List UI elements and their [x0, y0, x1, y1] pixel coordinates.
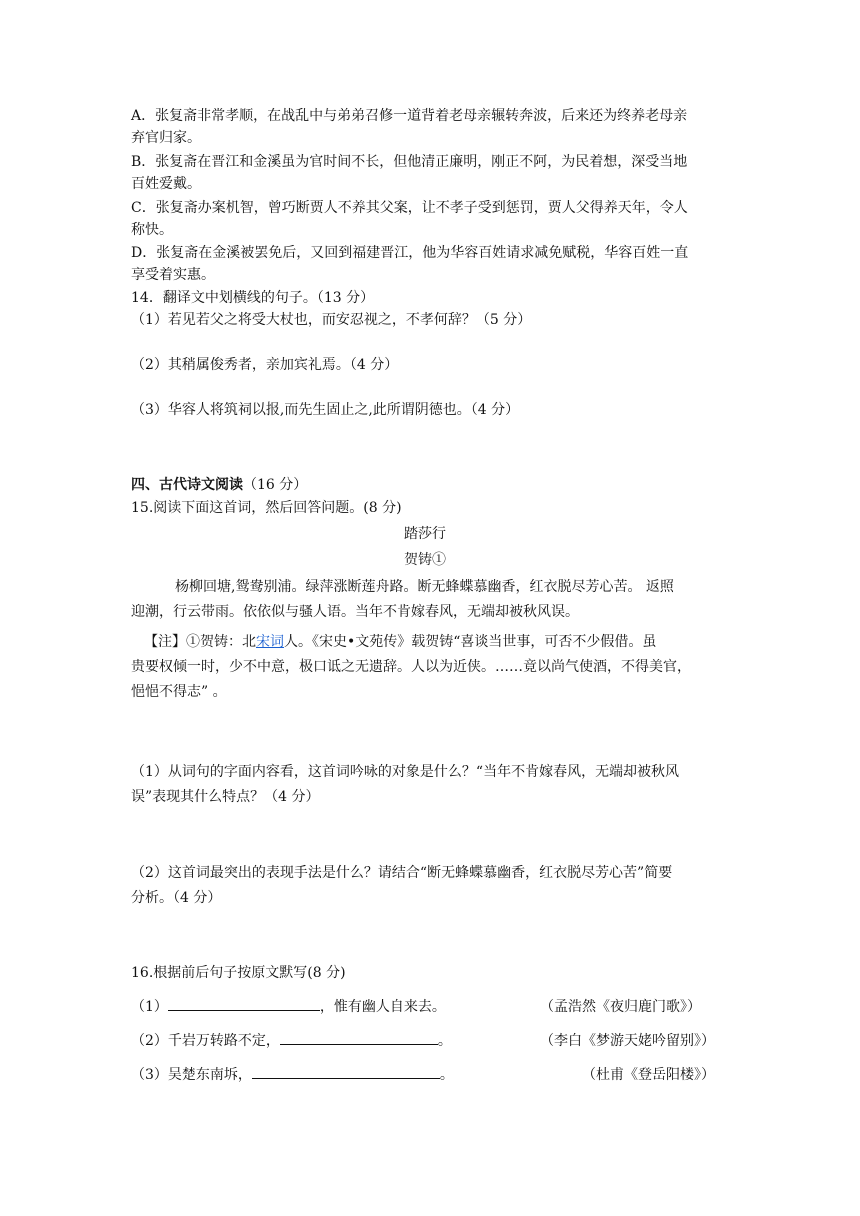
option-c-line-2: 称快。	[131, 222, 173, 238]
poem-author: 贺铸①	[404, 552, 446, 568]
q14-item-2: （2）其稍属俊秀者，亲加宾礼焉。（4 分）	[131, 357, 399, 373]
q16-item-1-num: （1）	[131, 999, 168, 1015]
section-4-heading-text: 四、古代诗文阅读	[131, 477, 243, 493]
poem-note-line-2: 贵要权倾一时，少不中意，极口诋之无遗辞。人以为近侠。……竟以尚气使酒，不得美官，	[131, 659, 691, 675]
q14-item-1: （1）若见若父之将受大杖也，而安忍视之，不孝何辞？（5 分）	[131, 312, 532, 328]
q15-sub1-line-2: 误”表现其什么特点？（4 分）	[131, 789, 320, 805]
q16-item-2-num: （2）	[131, 1033, 168, 1049]
q16-item-2-source: （李白《梦游天姥吟留别》）	[540, 1033, 715, 1049]
q14-title: 14．翻译文中划横线的句子。（13 分）	[131, 290, 375, 306]
section-4-heading	[131, 474, 307, 496]
q15-sub2-line-1: （2）这首词最突出的表现手法是什么？请结合“断无蜂蝶慕幽香，红衣脱尽芳心苦”简要	[131, 865, 673, 881]
poem-title: 踏莎行	[404, 526, 446, 542]
q16-item-2-before: 千岩万转路不定，	[167, 1033, 280, 1049]
q16-item-2	[131, 1030, 452, 1052]
q15-title: 15.阅读下面这首词，然后回答问题。(8 分)	[131, 500, 402, 516]
poem-note-line-1	[144, 631, 656, 653]
section-4-score: （16 分）	[243, 477, 308, 493]
poem-line-1: 杨柳回塘,鸳鸯别浦。绿萍涨断莲舟路。断无蜂蝶慕幽香，红衣脱尽芳心苦。 返照	[175, 579, 674, 595]
option-b-line-1: B．张复斋在晋江和金溪虽为官时间不长，但他清正廉明，刚正不阿，为民着想，深受当地	[131, 154, 688, 170]
q16-item-3-before: 吴楚东南坼，	[167, 1067, 252, 1083]
q16-item-3-source: （杜甫《登岳阳楼》）	[582, 1067, 715, 1083]
q16-item-1-after: ，惟有幽人自来去。	[319, 999, 446, 1015]
q16-item-3-num: （3）	[131, 1067, 168, 1083]
q16-item-3-after: 。	[439, 1067, 454, 1083]
q16-item-3	[131, 1064, 454, 1086]
q16-title: 16.根据前后句子按原文默写(8 分)	[131, 965, 346, 981]
poem-note-line-3: 悒悒不得志” 。	[131, 684, 227, 700]
q15-sub2-line-2: 分析。（4 分）	[131, 890, 222, 906]
option-a-line-2: 弃官归家。	[131, 130, 201, 146]
q14-item-3: （3）华容人将筑祠以报,而先生固止之,此所谓阴德也。（4 分）	[131, 402, 520, 418]
option-d-line-2: 享受着实惠。	[131, 267, 215, 283]
q16-item-2-blank[interactable]	[280, 1030, 438, 1045]
q16-item-2-after: 。	[437, 1033, 452, 1049]
note-link-songci[interactable]: 宋词	[256, 634, 284, 650]
option-a-line-1: A．张复斋非常孝顺，在战乱中与弟弟召修一道背着老母亲辗转奔波，后来还为终养老母亲	[131, 108, 688, 124]
note-rest: 人。《宋史•文苑传》载贺铸“喜谈当世事，可否不少假借。虽	[284, 634, 657, 650]
option-b-line-2: 百姓爱戴。	[131, 176, 201, 192]
q16-item-1	[131, 996, 446, 1018]
option-d-line-1: D．张复斋在金溪被罢免后，又回到福建晋江，他为华容百姓请求减免赋税，华容百姓一直	[131, 245, 689, 261]
option-c-line-1: C．张复斋办案机智，曾巧断贾人不养其父案，让不孝子受到惩罚，贾人父得养天年，令人	[131, 200, 688, 216]
poem-line-2: 迎潮，行云带雨。依依似与骚人语。当年不肯嫁春风，无端却被秋风误。	[131, 604, 579, 620]
q15-sub1-line-1: （1）从词句的字面内容看，这首词吟咏的对象是什么？“当年不肯嫁春风，无端却被秋风	[131, 764, 680, 780]
note-prefix: 【注】①贺铸：北	[144, 634, 256, 650]
q16-item-1-blank[interactable]	[168, 996, 320, 1011]
q16-item-3-blank[interactable]	[252, 1064, 440, 1079]
q16-item-1-source: （孟浩然《夜归鹿门歌》）	[540, 999, 701, 1015]
